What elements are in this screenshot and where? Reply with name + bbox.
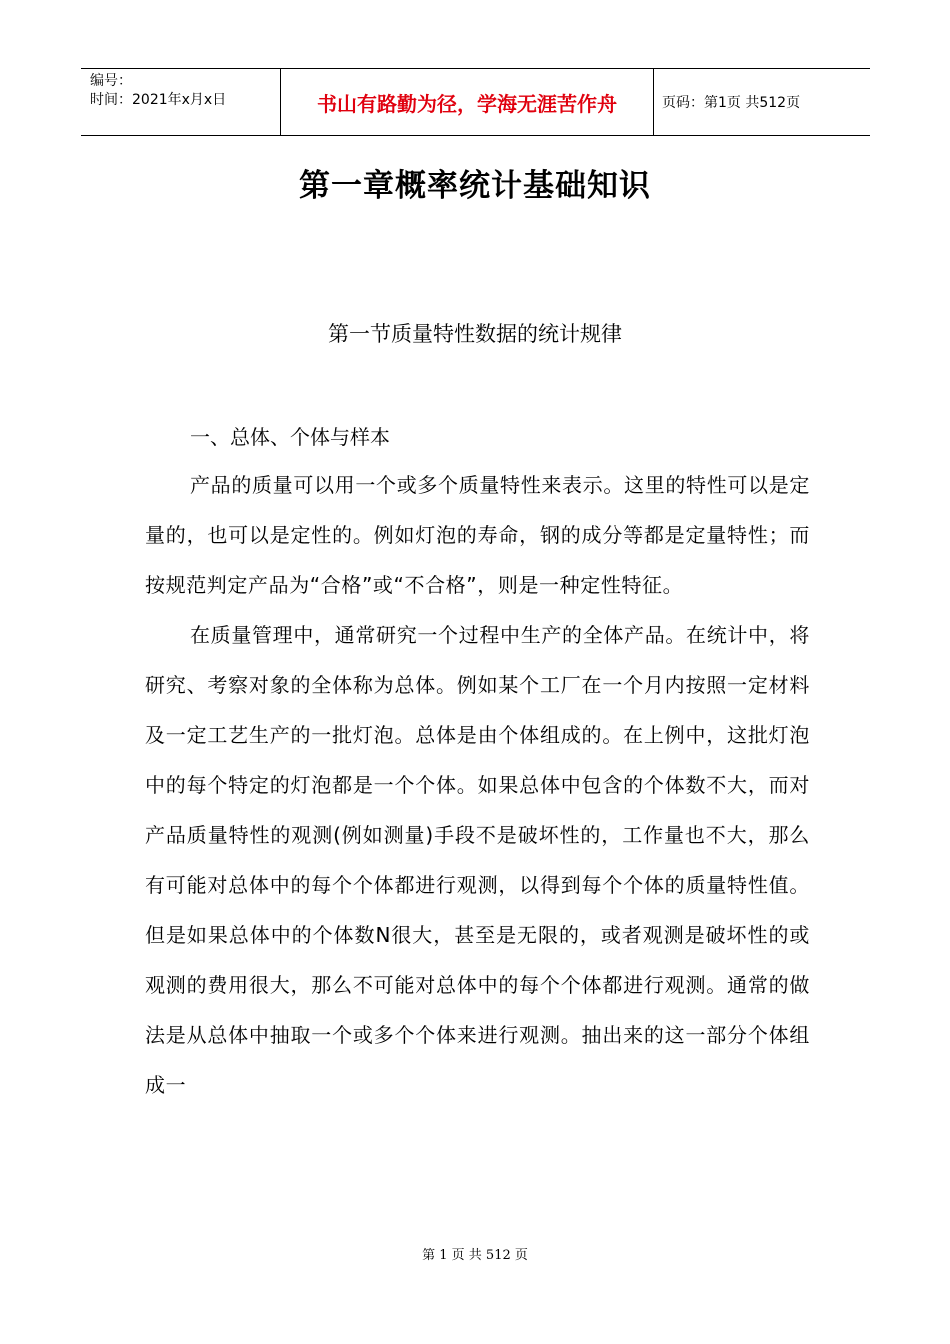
document-header <box>81 68 870 136</box>
chapter-title: 第一章概率统计基础知识 <box>299 168 651 204</box>
header-motto: 书山有路勤为径，学海无涯苦作舟 <box>281 69 654 135</box>
body-text <box>145 460 810 1110</box>
page-footer: 第 1 页 共 512 页 <box>422 1248 528 1263</box>
header-meta <box>81 69 281 135</box>
paragraph: 产品的质量可以用一个或多个质量特性来表示。这里的特性可以是定量的，也可以是定性的。例如灯泡的寿命，钢的成分等都是定量特性；而按规范判定产品为“合格”或“不合格”，则是一种定性特征。 <box>145 473 810 597</box>
paragraph: 在质量管理中，通常研究一个过程中生产的全体产品。在统计中，将研究、考察对象的全体称为总体。例如某个工厂在一个月内按照一定材料及一定工艺生产的一批灯泡。总体是由个体组成的。在上例中，这批灯泡中的每个特定的灯泡都是一个个体。如果总体中包含的个体数不大，而对产品质量特性的观测(例如测量)手段不是破坏性的，工作量也不大，那么有可能对总体中的每个个体都进行观测，以得到每个个体的质量特性值。但是如果总体中的个体数N很大，甚至是无限的，或者观测是破坏性的或观测的费用很大，那么不可能对总体中的每个个体都进行观测。通常的做法是从总体中抽取一个或多个个体来进行观测。抽出来的这一部分个体组成一 <box>145 623 810 1097</box>
time-label: 时间：2021年x月x日 <box>90 92 227 108</box>
sub-heading: 一、总体、个体与样本 <box>190 425 390 449</box>
number-label: 编号： <box>90 73 132 89</box>
section-title: 第一节质量特性数据的统计规律 <box>328 322 622 346</box>
header-page-info: 页码：第1页 共512页 <box>662 95 801 111</box>
